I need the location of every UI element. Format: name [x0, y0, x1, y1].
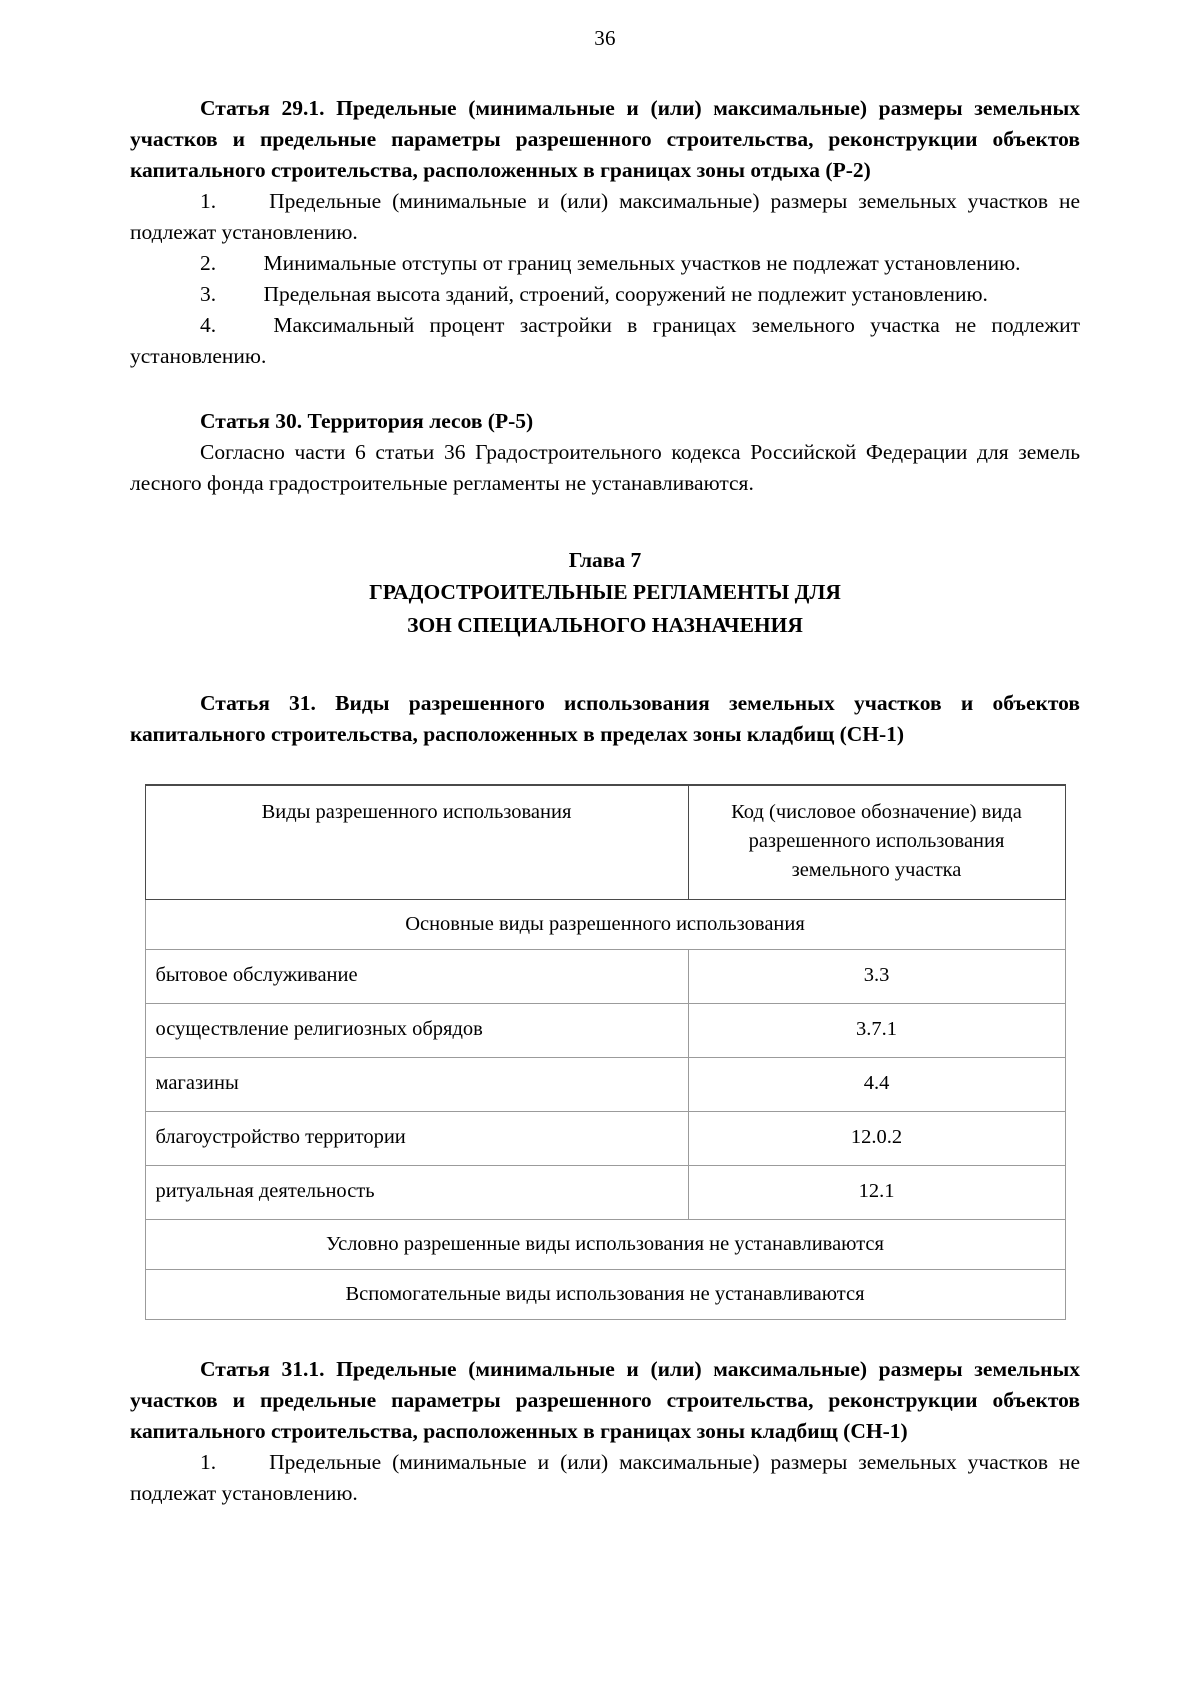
- table-cell-name: осуществление религиозных обрядов: [145, 1004, 688, 1058]
- table-cell-name: магазины: [145, 1058, 688, 1112]
- table-cell-name: ритуальная деятельность: [145, 1166, 688, 1220]
- article-31-heading: Статья 31. Виды разрешенного использования земельных участков и объектов капитального строительства, расположенных в пределах зоны кладбищ (СН-1): [130, 691, 1080, 747]
- table-header-row: [145, 785, 1065, 900]
- article-29-1-item-2: [130, 248, 1080, 279]
- spacer: [130, 1320, 1080, 1354]
- table-cell-code: 3.7.1: [688, 1004, 1065, 1058]
- article-31-1-heading: Статья 31.1. Предельные (минимальные и (или) максимальные) размеры земельных участков и предельные параметры разрешенного строительства, реконструкции объектов капитального строительства, расположенных в границах зоны кладбищ (СН-1): [130, 1357, 1080, 1444]
- table-section-label: Основные виды разрешенного использования: [145, 900, 1065, 950]
- item-number: 1.: [200, 189, 217, 214]
- table-row: [145, 1058, 1065, 1112]
- table-cell-name: благоустройство территории: [145, 1112, 688, 1166]
- table-cell-code: 12.1: [688, 1166, 1065, 1220]
- table-footer-auxiliary-label: Вспомогательные виды использования не устанавливаются: [145, 1270, 1065, 1320]
- article-29-1-item-1: [130, 186, 1080, 248]
- article-29-1-item-4: [130, 310, 1080, 372]
- spacer: [130, 499, 1080, 545]
- spacer: [130, 372, 1080, 406]
- article-30-heading: Статья 30. Территория лесов (Р-5): [200, 409, 534, 434]
- page-number: 36: [594, 26, 616, 50]
- permitted-use-table-wrapper: [130, 784, 1080, 1320]
- table-footer-row-auxiliary: [145, 1270, 1065, 1320]
- table-cell-code: 4.4: [688, 1058, 1065, 1112]
- spacer: [130, 750, 1080, 784]
- table-row: [145, 1112, 1065, 1166]
- table-cell-code: 3.3: [688, 950, 1065, 1004]
- chapter-title-line-2: ЗОН СПЕЦИАЛЬНОГО НАЗНАЧЕНИЯ: [407, 613, 803, 638]
- permitted-use-table: [145, 784, 1066, 1320]
- table-header-name: Виды разрешенного использования: [145, 785, 688, 900]
- table-row: [145, 1004, 1065, 1058]
- item-number: 1.: [200, 1450, 217, 1475]
- spacer: [130, 642, 1080, 688]
- article-29-1-heading: Статья 29.1. Предельные (минимальные и (или) максимальные) размеры земельных участков и предельные параметры разрешенного строительства, реконструкции объектов капитального строительства, расположенных в границах зоны отдыха (Р-2): [130, 96, 1080, 183]
- item-text: Предельные (минимальные и (или) максимальные) размеры земельных участков не подлежат установлению.: [130, 1450, 1080, 1506]
- item-text: Минимальные отступы от границ земельных участков не подлежат установлению.: [263, 251, 1021, 276]
- table-row: [145, 1166, 1065, 1220]
- table-cell-code: 12.0.2: [688, 1112, 1065, 1166]
- item-text: Предельная высота зданий, строений, сооружений не подлежит установлению.: [263, 282, 988, 307]
- table-row: [145, 950, 1065, 1004]
- article-31-1-item-1: [130, 1447, 1080, 1509]
- table-section-row-main: [145, 900, 1065, 950]
- item-text: Максимальный процент застройки в границах земельного участка не подлежит установлению.: [130, 313, 1081, 369]
- chapter-title-line-1: ГРАДОСТРОИТЕЛЬНЫЕ РЕГЛАМЕНТЫ ДЛЯ: [369, 580, 841, 605]
- item-number: 3.: [200, 282, 217, 307]
- table-header-code: Код (числовое обозначение) вида разрешенного использования земельного участка: [688, 785, 1065, 900]
- item-text: Предельные (минимальные и (или) максимальные) размеры земельных участков не подлежат установлению.: [130, 189, 1080, 245]
- article-29-1-item-3: [130, 279, 1080, 310]
- table-footer-row-conditional: [145, 1220, 1065, 1270]
- table-footer-conditional-label: Условно разрешенные виды использования не устанавливаются: [145, 1220, 1065, 1270]
- article-30-body: Согласно части 6 статьи 36 Градостроительного кодекса Российской Федерации для земель лесного фонда градостроительные регламенты не устанавливаются.: [130, 440, 1080, 496]
- chapter-label: Глава 7: [568, 548, 642, 573]
- item-number: 2.: [200, 251, 217, 276]
- item-number: 4.: [200, 313, 217, 338]
- table-cell-name: бытовое обслуживание: [145, 950, 688, 1004]
